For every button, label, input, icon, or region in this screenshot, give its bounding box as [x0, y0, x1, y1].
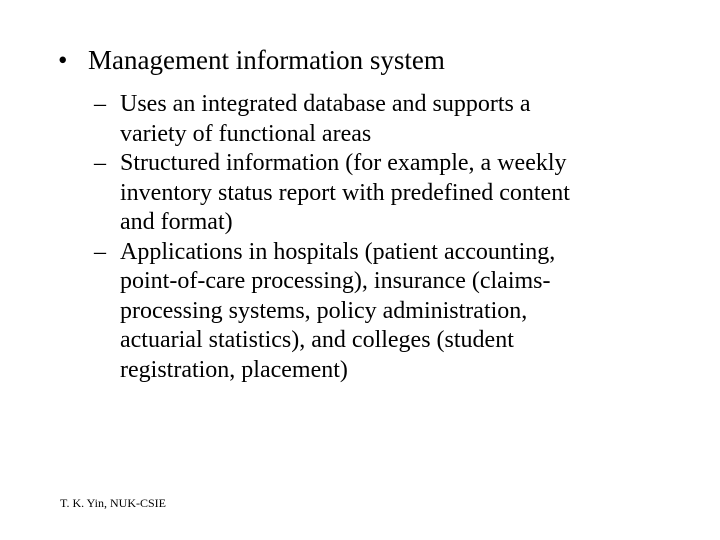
sub-bullet-3-line-5: registration, placement): [120, 356, 348, 383]
main-bullet-text: Management information system: [88, 45, 445, 75]
sub-bullet-2: [94, 149, 694, 238]
sub-bullet-1-line-2: variety of functional areas: [120, 120, 372, 147]
sub-bullet-list: [94, 90, 694, 385]
main-bullet: [58, 44, 698, 76]
sub-bullet-2-line-2: inventory status report with predefined content: [120, 179, 570, 206]
sub-bullet-2-line-1: Structured information (for example, a weekly: [120, 150, 567, 176]
sub-bullet-3-line-3: processing systems, policy administration,: [120, 297, 528, 324]
sub-bullet-3-line-4: actuarial statistics), and colleges (student: [120, 327, 514, 353]
sub-bullet-1: [94, 90, 694, 149]
sub-bullet-3-line-1: Applications in hospitals (patient accounting,: [120, 238, 556, 265]
sub-bullet-1-line-1: Uses an integrated database and supports a: [120, 91, 531, 117]
sub-bullet-3: [94, 238, 694, 386]
bullet-marker: •: [58, 45, 68, 75]
sub-bullet-2-line-3: and format): [120, 209, 233, 235]
footer-author: T. K. Yin, NUK-CSIE: [60, 496, 166, 510]
sub-bullet-3-line-2: point-of-care processing), insurance (claims-: [120, 268, 551, 294]
dash-marker: –: [94, 91, 106, 117]
dash-marker: –: [94, 238, 106, 265]
dash-marker: –: [94, 150, 106, 176]
